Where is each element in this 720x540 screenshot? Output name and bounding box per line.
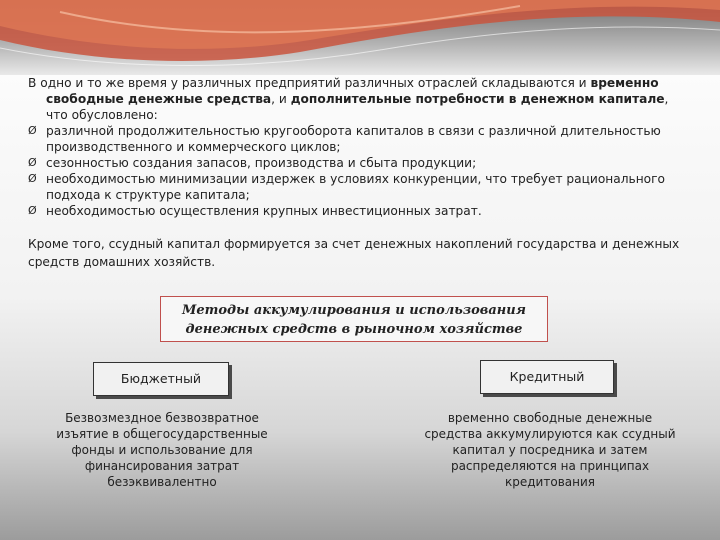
list-item: [28, 123, 688, 155]
budget-method-box: Бюджетный: [93, 362, 229, 396]
methods-title-line-2: денежных средств в рыночном хозяйстве: [185, 322, 523, 337]
reasons-list: [28, 123, 688, 219]
arrow-bullet-icon: Ø: [28, 172, 37, 185]
credit-method-description: [412, 410, 688, 490]
intro-bold-temporary-funds: временно свободные денежные средства: [46, 76, 659, 106]
wave-decoration: [0, 0, 720, 75]
list-item-text: необходимостью минимизации издержек в условиях конкуренции, что требует рационального подхода к структуре капитала;: [46, 172, 665, 202]
header-decoration: [0, 0, 720, 75]
budget-desc-line: изъятие в общегосударственные: [56, 427, 268, 441]
intro-prefix: В одно и то же время у различных предприятий различных отраслей складываются и: [28, 76, 591, 90]
arrow-bullet-icon: Ø: [28, 124, 37, 137]
credit-desc-line: временно свободные денежные: [447, 411, 653, 425]
methods-title-box: [160, 296, 548, 342]
budget-desc-line: финансирования затрат: [84, 459, 240, 473]
intro-middle: , и: [271, 92, 291, 106]
intro-bold-capital-needs: дополнительные потребности в денежном капитале: [290, 92, 665, 106]
list-item: [28, 171, 688, 203]
list-item-text: различной продолжительностью кругооборота капиталов в связи с различной длительностью производственного и коммерческого циклов;: [46, 124, 661, 154]
budget-desc-line: фонды и использование для: [71, 443, 253, 457]
budget-desc-line: безэквивалентно: [107, 475, 217, 489]
credit-desc-line: капитал у посредника и затем: [452, 443, 648, 457]
intro-paragraph: [28, 75, 688, 123]
credit-desc-line: кредитования: [505, 475, 595, 489]
list-item: [28, 155, 688, 171]
credit-desc-line: средства аккумулируются как ссудный: [424, 427, 676, 441]
budget-method-description: [40, 410, 284, 490]
methods-title-line-1: Методы аккумулирования и использования: [181, 303, 527, 318]
arrow-bullet-icon: Ø: [28, 156, 37, 169]
loan-capital-paragraph: Кроме того, ссудный капитал формируется за счет денежных накоплений государства и денежных средств домашних хозяйств.: [28, 237, 680, 269]
arrow-bullet-icon: Ø: [28, 204, 37, 217]
list-item: [28, 203, 688, 219]
budget-desc-line: Безвозмездное безвозвратное: [65, 411, 259, 425]
list-item-text: сезонностью создания запасов, производства и сбыта продукции;: [46, 156, 477, 170]
credit-desc-line: распределяются на принципах: [450, 459, 650, 473]
slide-body: [28, 75, 688, 283]
intro-suffix: , что обусловлено:: [46, 92, 669, 122]
list-item-text: необходимостью осуществления крупных инвестиционных затрат.: [46, 204, 482, 218]
credit-method-box: Кредитный: [480, 360, 614, 394]
